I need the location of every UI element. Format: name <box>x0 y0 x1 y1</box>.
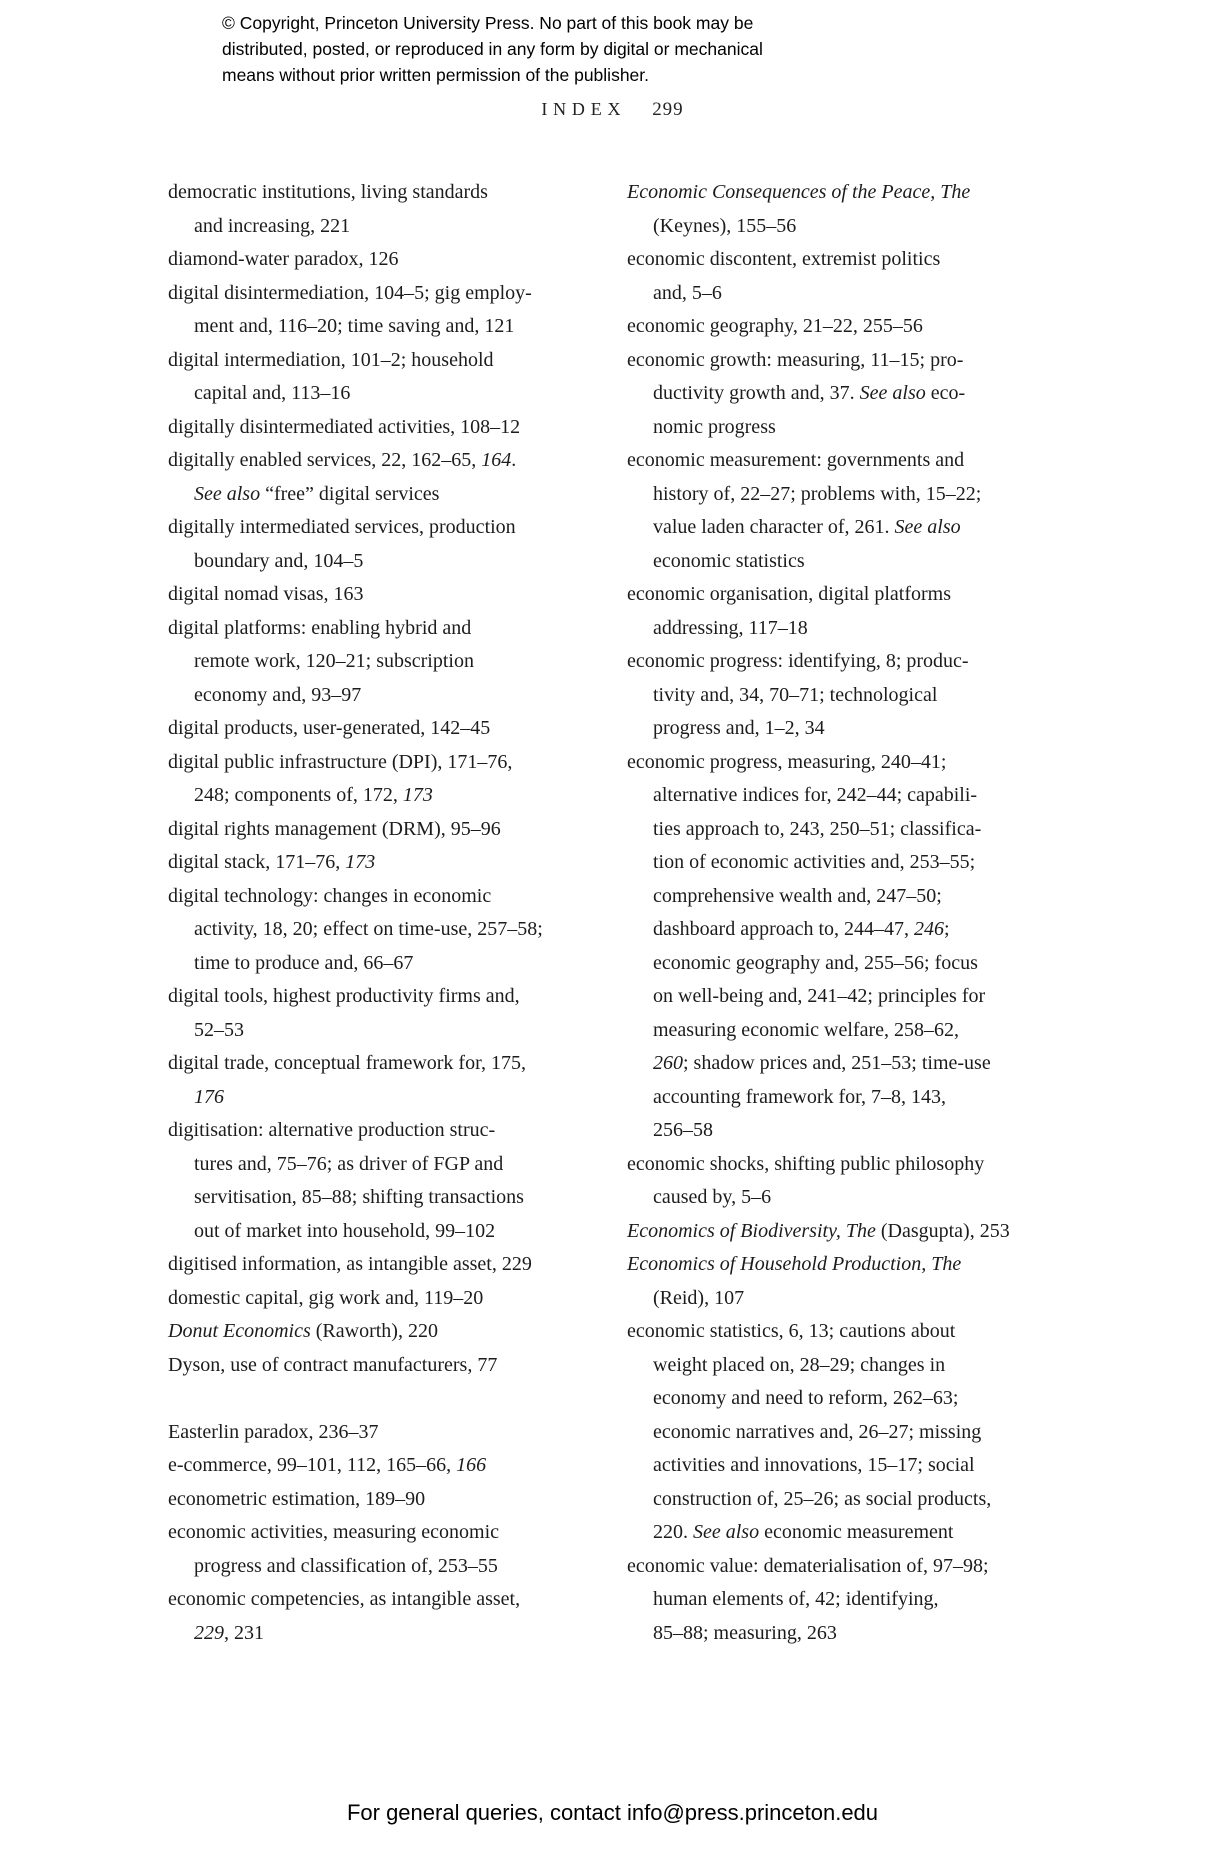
index-line <box>627 1114 1097 1148</box>
index-line <box>627 1516 1097 1550</box>
index-text: nomic progress <box>653 415 776 438</box>
index-text: activities and innovations, 15–17; social <box>653 1454 975 1476</box>
footer-contact-line: For general queries, contact info@press.princeton.edu <box>346 1800 879 1825</box>
index-text: remote work, 120–21; subscription <box>194 650 474 672</box>
index-line <box>168 1617 628 1651</box>
index-line <box>627 478 1097 512</box>
index-text: economic progress: identifying, 8; produc- <box>627 650 969 672</box>
index-line <box>627 1315 1097 1349</box>
index-text: digitally intermediated services, production <box>168 516 516 538</box>
index-line <box>627 1349 1097 1383</box>
index-text: 85–88; measuring, 263 <box>653 1621 837 1644</box>
index-text: boundary and, 104–5 <box>194 549 364 572</box>
index-line <box>168 947 628 981</box>
index-text: digital intermediation, 101–2; household <box>168 348 494 371</box>
index-line <box>168 243 628 277</box>
index-line <box>168 344 628 378</box>
index-line <box>168 277 628 311</box>
index-text: accounting framework for, 7–8, 143, <box>653 1085 946 1108</box>
index-text: economic value: dematerialisation of, 97–98; <box>627 1554 989 1577</box>
index-text: 256–58 <box>653 1119 713 1141</box>
index-text-italic: Donut Economics <box>168 1320 311 1342</box>
index-line <box>627 277 1097 311</box>
index-line <box>168 1416 628 1450</box>
index-text: comprehensive wealth and, 247–50; <box>653 884 942 907</box>
index-line <box>168 1449 628 1483</box>
index-line <box>627 1416 1097 1450</box>
copyright-line: © Copyright, Princeton University Press. No part of this book may be <box>222 13 754 33</box>
index-text: economic statistics <box>653 549 805 572</box>
index-line <box>168 846 628 880</box>
index-line <box>168 813 628 847</box>
index-text-italic: 173 <box>345 851 376 873</box>
index-text: eco- <box>925 382 966 404</box>
index-text: ductivity growth and, 37. <box>653 382 860 404</box>
index-text: economy and, 93–97 <box>194 683 362 706</box>
index-text: ment and, 116–20; time saving and, 121 <box>194 315 515 337</box>
index-text: out of market into household, 99–102 <box>194 1219 496 1242</box>
index-text: democratic institutions, living standards <box>168 181 488 203</box>
index-line <box>627 1215 1097 1249</box>
index-text: digital trade, conceptual framework for, 175, <box>168 1052 526 1074</box>
index-text: digital public infrastructure (DPI), 171–76, <box>168 750 513 773</box>
index-text: (Keynes), 155–56 <box>653 214 797 237</box>
index-line <box>627 645 1097 679</box>
index-column-right <box>627 176 1097 1650</box>
index-text: digital platforms: enabling hybrid and <box>168 616 472 639</box>
index-line <box>168 310 628 344</box>
index-line <box>627 176 1097 210</box>
index-line <box>168 612 628 646</box>
index-text: capital and, 113–16 <box>194 382 351 404</box>
index-line <box>168 1047 628 1081</box>
index-text: economic measurement <box>759 1521 954 1543</box>
index-text: economic shocks, shifting public philosophy <box>627 1152 985 1175</box>
index-line <box>627 612 1097 646</box>
index-line <box>168 545 628 579</box>
index-line <box>627 1014 1097 1048</box>
index-text-italic: 164 <box>481 449 512 471</box>
index-title: INDEX <box>541 99 627 119</box>
index-line <box>627 1047 1097 1081</box>
index-line <box>168 478 628 512</box>
index-text: activity, 18, 20; effect on time-use, 257–58; <box>194 918 543 940</box>
index-text: caused by, 5–6 <box>653 1186 772 1208</box>
copyright-notice <box>222 10 763 88</box>
running-head <box>0 99 1225 121</box>
index-text: economic progress, measuring, 240–41; <box>627 750 947 773</box>
index-line <box>627 511 1097 545</box>
index-text: economic activities, measuring economic <box>168 1521 499 1543</box>
index-text-italic: See also <box>693 1521 760 1543</box>
index-line <box>168 679 628 713</box>
index-text: economic organisation, digital platforms <box>627 583 952 605</box>
index-line <box>168 176 628 210</box>
index-text: digital rights management (DRM), 95–96 <box>168 817 501 840</box>
index-text: economic growth: measuring, 11–15; pro- <box>627 348 964 371</box>
index-text: construction of, 25–26; as social products, <box>653 1487 992 1510</box>
index-line <box>168 1349 628 1383</box>
index-text-italic: See also <box>194 482 261 505</box>
index-text: economic geography, 21–22, 255–56 <box>627 315 923 337</box>
index-text: value laden character of, 261. <box>653 516 895 538</box>
index-line <box>627 1248 1097 1282</box>
index-line <box>627 1449 1097 1483</box>
index-text: digital tools, highest productivity firms and, <box>168 985 520 1007</box>
index-text-italic: See also <box>894 516 961 538</box>
index-text: ; <box>944 918 950 940</box>
index-line <box>627 377 1097 411</box>
index-line <box>627 1483 1097 1517</box>
index-text: progress and, 1–2, 34 <box>653 717 825 739</box>
index-line <box>168 1550 628 1584</box>
index-text: domestic capital, gig work and, 119–20 <box>168 1286 484 1309</box>
index-line <box>168 1315 628 1349</box>
index-text-italic: 166 <box>456 1454 487 1476</box>
index-text: and, 5–6 <box>653 281 722 304</box>
index-text: and increasing, 221 <box>194 214 351 237</box>
index-line <box>168 1181 628 1215</box>
index-line <box>627 712 1097 746</box>
index-line <box>168 779 628 813</box>
index-line <box>168 913 628 947</box>
index-line <box>168 1248 628 1282</box>
copyright-line: means without prior written permission of the publisher. <box>222 65 650 85</box>
index-text-italic: Economics of Household Production, The <box>627 1253 962 1275</box>
index-text: digitally enabled services, 22, 162–65, <box>168 449 482 471</box>
index-line <box>627 243 1097 277</box>
index-text: economy and need to reform, 262–63; <box>653 1387 959 1409</box>
index-line <box>627 545 1097 579</box>
index-text: digital disintermediation, 104–5; gig employ- <box>168 281 532 304</box>
index-text: (Dasgupta), 253 <box>875 1219 1010 1242</box>
index-line <box>168 980 628 1014</box>
index-line <box>168 411 628 445</box>
index-text: Dyson, use of contract manufacturers, 77 <box>168 1353 498 1376</box>
index-text: on well-being and, 241–42; principles for <box>653 985 986 1007</box>
index-line <box>627 1081 1097 1115</box>
index-text: digitally disintermediated activities, 108–12 <box>168 415 521 438</box>
index-text: 52–53 <box>194 1018 244 1041</box>
index-line <box>627 813 1097 847</box>
index-text-italic: See also <box>859 382 926 404</box>
index-text: tures and, 75–76; as driver of FGP and <box>194 1152 504 1175</box>
index-text: Easterlin paradox, 236–37 <box>168 1420 379 1443</box>
index-text: tion of economic activities and, 253–55; <box>653 851 976 873</box>
copyright-line: distributed, posted, or reproduced in any form by digital or mechanical <box>222 39 763 59</box>
index-line <box>627 1617 1097 1651</box>
index-line <box>168 210 628 244</box>
index-line <box>627 1148 1097 1182</box>
index-line <box>627 1282 1097 1316</box>
index-text: servitisation, 85–88; shifting transactions <box>194 1186 524 1208</box>
index-text: digital products, user-generated, 142–45 <box>168 717 491 739</box>
index-line <box>168 1483 628 1517</box>
index-text-italic: 176 <box>194 1085 224 1108</box>
index-text: economic geography and, 255–56; focus <box>653 951 978 974</box>
index-line <box>168 377 628 411</box>
index-text: digitised information, as intangible asset, 229 <box>168 1253 532 1275</box>
index-text: digital technology: changes in economic <box>168 884 492 907</box>
index-line <box>168 511 628 545</box>
index-line <box>168 1282 628 1316</box>
index-text: human elements of, 42; identifying, <box>653 1588 939 1610</box>
index-text: economic competencies, as intangible asset, <box>168 1588 521 1610</box>
index-text: history of, 22–27; problems with, 15–22; <box>653 482 982 505</box>
index-text-italic: Economic Consequences of the Peace, The <box>627 181 971 203</box>
index-text: ties approach to, 243, 250–51; classifica- <box>653 817 982 840</box>
index-text: (Reid), 107 <box>653 1286 745 1309</box>
index-line <box>168 1583 628 1617</box>
index-line <box>627 1382 1097 1416</box>
index-line <box>627 1550 1097 1584</box>
index-line <box>627 913 1097 947</box>
index-text-italic: 246 <box>914 918 945 940</box>
index-text: digitisation: alternative production struc- <box>168 1119 496 1141</box>
index-line <box>168 645 628 679</box>
index-text: ; shadow prices and, 251–53; time-use <box>683 1052 991 1074</box>
index-line <box>168 578 628 612</box>
index-line <box>627 1181 1097 1215</box>
index-text: economic narratives and, 26–27; missing <box>653 1420 982 1443</box>
index-text-italic: 260 <box>653 1052 683 1074</box>
index-text: 220. <box>653 1521 693 1543</box>
index-line <box>627 880 1097 914</box>
index-text: digital stack, 171–76, <box>168 851 346 873</box>
index-column-left <box>168 176 628 1650</box>
index-line <box>168 880 628 914</box>
index-line <box>168 1014 628 1048</box>
index-line <box>168 746 628 780</box>
index-text: alternative indices for, 242–44; capabili- <box>653 784 978 806</box>
index-line <box>627 1583 1097 1617</box>
index-line <box>168 1081 628 1115</box>
index-text: economic measurement: governments and <box>627 449 965 471</box>
index-line <box>627 411 1097 445</box>
index-text: e-commerce, 99–101, 112, 165–66, <box>168 1454 457 1476</box>
index-text: time to produce and, 66–67 <box>194 951 414 974</box>
index-line <box>168 1516 628 1550</box>
index-text: econometric estimation, 189–90 <box>168 1487 426 1510</box>
index-line <box>627 310 1097 344</box>
index-text: tivity and, 34, 70–71; technological <box>653 683 938 706</box>
index-line <box>627 779 1097 813</box>
index-line <box>627 746 1097 780</box>
index-text-italic: 229 <box>194 1621 224 1644</box>
index-gap <box>168 1382 628 1416</box>
index-line <box>627 947 1097 981</box>
index-text: dashboard approach to, 244–47, <box>653 918 915 940</box>
index-text: digital nomad visas, 163 <box>168 583 364 605</box>
index-text-italic: 173 <box>402 784 433 806</box>
index-line <box>627 679 1097 713</box>
index-text-italic: Economics of Biodiversity, The <box>627 1219 876 1242</box>
index-text: addressing, 117–18 <box>653 616 808 639</box>
index-text: . <box>511 449 517 471</box>
index-text: weight placed on, 28–29; changes in <box>653 1353 946 1376</box>
index-line <box>168 712 628 746</box>
index-text: economic discontent, extremist politics <box>627 248 941 270</box>
index-line <box>627 210 1097 244</box>
index-line <box>168 1114 628 1148</box>
index-line <box>627 578 1097 612</box>
index-text: “free” digital services <box>260 482 440 505</box>
page-number: 299 <box>652 99 684 120</box>
index-line <box>627 846 1097 880</box>
index-line <box>168 1215 628 1249</box>
index-line <box>627 444 1097 478</box>
index-text: diamond-water paradox, 126 <box>168 248 399 270</box>
index-line <box>168 1148 628 1182</box>
index-line <box>168 444 628 478</box>
index-text: progress and classification of, 253–55 <box>194 1554 498 1577</box>
index-line <box>627 980 1097 1014</box>
index-line <box>627 344 1097 378</box>
index-text: economic statistics, 6, 13; cautions about <box>627 1320 956 1342</box>
index-text: (Raworth), 220 <box>310 1320 438 1342</box>
index-text: measuring economic welfare, 258–62, <box>653 1018 960 1041</box>
index-text: 248; components of, 172, <box>194 784 403 806</box>
index-text: , 231 <box>224 1621 264 1644</box>
